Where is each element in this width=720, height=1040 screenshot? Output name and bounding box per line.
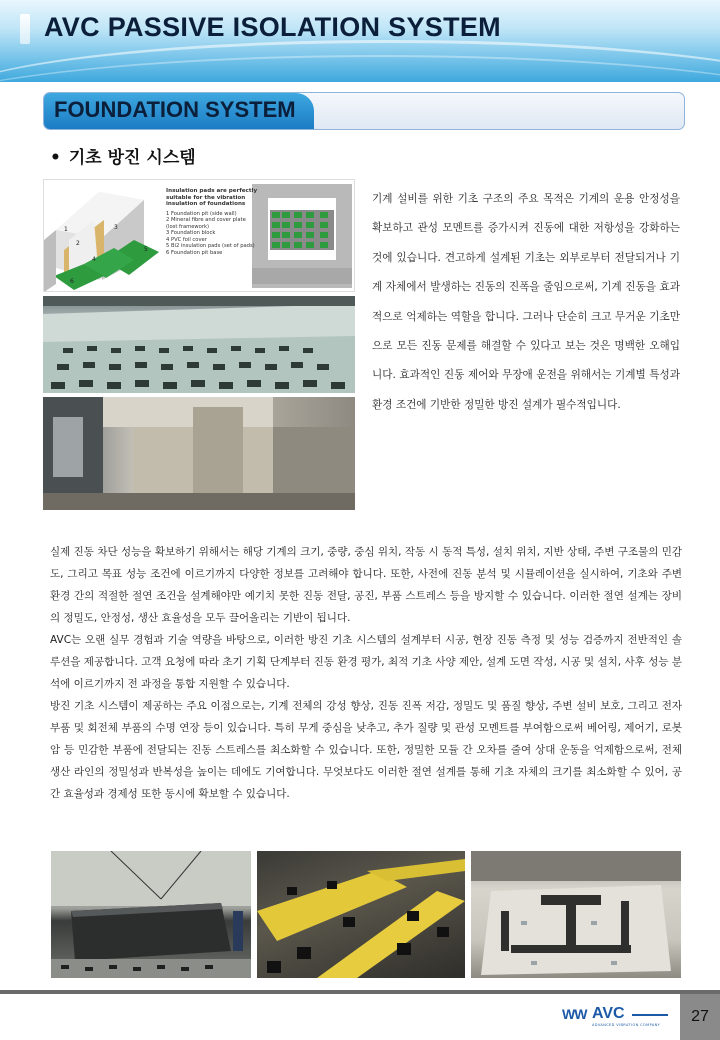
callout-6: 6 xyxy=(70,278,74,285)
foundation-slab-drawing xyxy=(471,851,681,978)
logo-tagline: ADVANCED VIBRATION COMPANY xyxy=(592,1023,661,1027)
body-paragraph: 실제 진동 차단 성능을 확보하기 위해서는 해당 기계의 크기, 중량, 중심 위치, 작동 시 동적 특성, 설치 위치, 지반 상태, 주변 구조물의 민감도, 그리고 목표 성능 조건에 이르기까지 다양한 정보를 고려해야 합니다. 또한, 사전에 진동 분석 및 시뮬레이션을 실시하여, 기초와 주변 환경 간의 적절한 절연 조건을 설계해야만 예기치 못한 진동 전달, 공진, 부품 스트레스 등을 방지할 수 있습니다. 이러한 절연 설계는 장비의 정밀도, 안정성, 생산 효율성을 모두 끌어올리는 기반이 됩니다. xyxy=(50,546,682,624)
callout-4: 4 xyxy=(92,256,96,263)
callout-1: 1 xyxy=(64,226,68,233)
body-paragraph: 방진 기초 시스템이 제공하는 주요 이점으로는, 기계 전체의 강성 향상, 진동 진폭 저감, 정밀도 및 품질 향상, 주변 설비 보호, 그리고 전자부품 및 회전체 부품의 수명 연장 등이 있습니다. 특히 무게 중심을 낮추고, 추가 질량 및 관성 모멘트를 부여함으로써 베어링, 제어기, 로봇 암 등 민감한 부품에 전달되는 진동 스트레스를 최소화할 수 있습니다. 또한, 정밀한 모듈 간 오차를 줄여 상대 운동을 억제함으로써, 전체 생산 라인의 정밀성과 반복성을 높이는 데에도 기여합니다. 무엇보다도 이러한 절연 설계를 통해 기초 자체의 크기를 최소화할 수 있어, 공간 효율성과 경제성 또한 동시에 확보할 수 있습니다. xyxy=(50,700,682,800)
logo-name: AVC xyxy=(592,1005,625,1022)
subsection-heading-text: 기초 방진 시스템 xyxy=(68,148,196,168)
foundation-slab-photo xyxy=(471,851,681,978)
diagram-legend xyxy=(166,188,276,256)
footer-divider xyxy=(0,990,720,994)
bullet-icon: • xyxy=(50,148,61,168)
page-number: 27 xyxy=(680,994,720,1040)
logo-bar xyxy=(632,1014,668,1016)
header-accent-mark xyxy=(20,14,30,44)
intro-paragraph: 기계 설비를 위한 기초 구조의 주요 목적은 기계의 운용 안정성을 확보하고 관성 모멘트를 증가시켜 진동에 대한 저항성을 강화하는 것에 있습니다. 견고하게 설계된 기초는 외부로부터 전달되거나 기계 자체에서 발생하는 진동의 진폭을 줄임으로써, 기계 진동을 효과적으로 억제하는 역할을 합니다. 그러나 단순히 크고 무거운 기초만으로 모든 진동 문제를 해결할 수 있다고 보는 것은 명백한 오해입니다. 효과적인 진동 제어와 무장애 운전을 위해서는 기계별 특성과 환경 조건에 기반한 정밀한 방진 설계가 필수적입니다. xyxy=(372,193,680,411)
legend-item: 5 Bi2 insulation pads (set of pads) xyxy=(166,243,255,249)
page-title: AVC PASSIVE ISOLATION SYSTEM xyxy=(44,12,501,42)
foundation-diagram-image xyxy=(43,179,355,292)
section-title: FOUNDATION SYSTEM xyxy=(54,97,296,122)
intro-text-block xyxy=(372,185,680,420)
callout-2: 2 xyxy=(76,240,80,247)
legend-item: 1 Foundation pit (side wall) xyxy=(166,210,237,217)
avc-logo xyxy=(562,1004,674,1028)
legend-item: 4 PVC foil cover xyxy=(166,236,207,243)
pit-pads-drawing xyxy=(43,296,355,393)
subsection-heading xyxy=(50,143,196,168)
yellow-insulation-drawing xyxy=(257,851,465,978)
foundation-pit-photo xyxy=(43,296,355,393)
indoor-foundation-drawing xyxy=(43,397,355,510)
page-header xyxy=(0,0,720,82)
callout-3: 3 xyxy=(114,224,118,231)
steel-frame-drawing xyxy=(51,851,251,978)
body-paragraph: AVC는 오랜 실무 경험과 기술 역량을 바탕으로, 이러한 방진 기초 시스템의 설계부터 시공, 현장 진동 측정 및 성능 검증까지 전반적인 솔루션을 제공합니다. 고객 요청에 따라 초기 기획 단계부터 진동 환경 평가, 최적 기초 사양 제안, 설계 도면 작성, 시공 및 설치, 사후 성능 분석에 이르기까지 전 과정을 통합 지원할 수 있습니다. xyxy=(50,634,682,690)
legend-item: (lost framework) xyxy=(166,223,209,230)
indoor-foundation-photo xyxy=(43,397,355,510)
callout-5: 5 xyxy=(144,246,148,253)
legend-item: 3 Foundation block xyxy=(166,230,216,236)
section-title-bar xyxy=(43,92,685,130)
diagram-legend-heading: Insulation pads are perfectly suitable for the vibration insulation of foundations xyxy=(166,188,258,207)
steel-frame-pit-photo xyxy=(51,851,251,978)
legend-item: 2 Mineral fibre and cover plate xyxy=(166,217,246,223)
logo-wave-icon: WW xyxy=(562,1006,587,1022)
yellow-insulation-photo xyxy=(257,851,465,978)
body-text-block xyxy=(50,541,682,805)
legend-item: 6 Foundation pit base xyxy=(166,249,223,256)
